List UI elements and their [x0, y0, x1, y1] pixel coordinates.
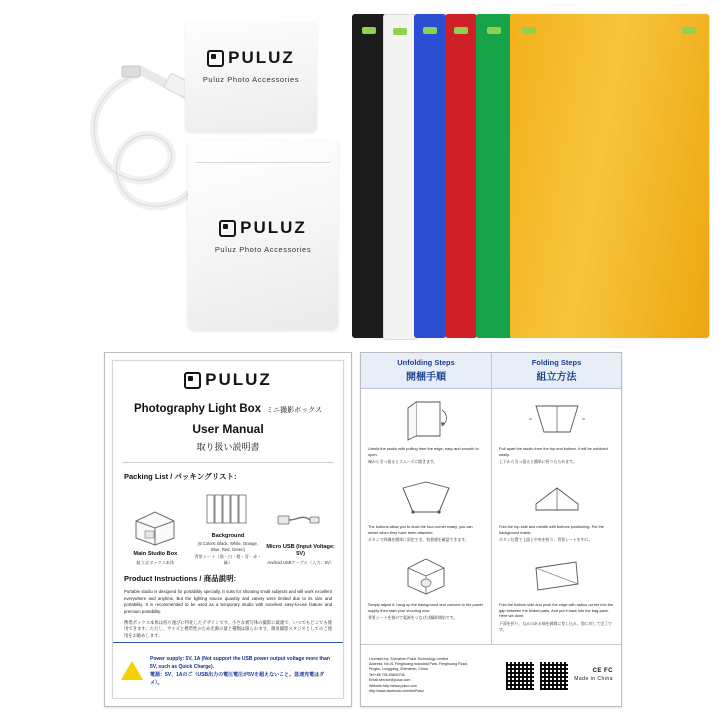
manual-border	[112, 360, 344, 699]
power-supply-notice	[113, 642, 343, 698]
studio-box-icon	[120, 506, 190, 548]
backdrop-sheet-green	[476, 14, 512, 338]
packing-item-desc: (6 Colors: Black, White, Orange, Blue, Red, Green)	[197, 541, 258, 552]
accessories-photo-top	[0, 0, 727, 350]
sheet-tab-icon	[393, 28, 407, 35]
made-in-text: Made in China	[574, 676, 613, 683]
folding-step-3-text	[499, 602, 614, 632]
brand-name: PULUZ	[205, 370, 272, 389]
unfold-step-3-icon	[368, 551, 484, 599]
folding-heading-jp: 組立方法	[536, 372, 577, 383]
packing-item	[193, 488, 263, 566]
folding-step-1-text	[499, 446, 614, 465]
step-text-jp: 背景シートを掛けて電源をつなげば撮影開始です。	[368, 615, 458, 621]
step-text-en: Fold the bottom side and push the edge with radius corner into the gap between the folded parts. And put it back into the bag-pack. Here we done.	[499, 601, 614, 619]
sheet-tab-icon	[487, 27, 501, 34]
backdrop-sheet-black	[352, 14, 386, 338]
large-pouch-branding	[188, 218, 338, 254]
folding-step-2	[492, 467, 621, 545]
certification-marks	[574, 667, 613, 684]
packing-item	[266, 499, 336, 565]
brand-name: PULUZ	[240, 218, 307, 237]
power-text	[150, 655, 335, 687]
step-text-en: Fold the top side and middle with buttons positioning. Put the background inside.	[499, 523, 604, 535]
power-jp: 電源：5V、1Aのご（USB出力の電圧電圧が5Vを超えないこと。急速充電はダメ）。	[150, 671, 325, 686]
cert-text: CE FC	[592, 668, 613, 675]
backdrop-sheet-red	[445, 14, 477, 338]
instructions-jp: 携帯ボックス本体は持ち運びに特化したデザインです。小さな被写体の撮影に最適で、いつでもどこでも使用できます。ただし、サイズと携帯性のため光源の量と種類は限られます。簡易撮影スタジオとしてのご使用をお勧めします。	[124, 620, 332, 638]
unfolding-heading-jp: 開梱手順	[406, 372, 446, 383]
instruction-steps-document	[360, 352, 622, 707]
step-text-en: The buttons allow you to dock the four-corner easily, you can sense when they have been attached.	[368, 523, 473, 535]
manual-subtitle-en: User Manual	[192, 421, 264, 436]
unfolding-step-2	[361, 467, 491, 545]
unfolding-steps-column	[361, 353, 491, 644]
company-line: Tel:+86 755 83604708	[369, 672, 405, 677]
folding-steps-column	[491, 353, 621, 644]
unfolding-heading-en: Unfolding Steps	[397, 358, 455, 367]
packing-item-name: Micro USB (Input Voltage: 5V)	[266, 543, 335, 557]
folding-step-1	[492, 389, 621, 467]
packing-list-heading: Packing List / パッキングリスト:	[124, 471, 237, 481]
step-text-en: Simply adjust it, hang up the background and connect to the power supply then start your shooting now.	[368, 601, 484, 613]
background-sheets-icon	[193, 488, 263, 530]
backdrop-sheet-orange	[510, 14, 709, 338]
sheet-tab-icon	[362, 27, 376, 34]
brand-name: PULUZ	[228, 48, 295, 67]
sheet-tab-icon	[522, 27, 536, 34]
manual-title-en: Photography Light Box	[133, 402, 262, 415]
company-line: Email:service@puluz.com	[369, 678, 411, 683]
puluz-mark-icon	[184, 372, 201, 389]
company-line: http://www.facebook.com/thePuluz	[369, 688, 424, 693]
instructions-en: Portable studio is designed for portability specially. It suits for shooting small subjects and will work excellent everywhere and anytime. But the lighting source quantity and variety were limited due to its size and portability. It is recommended to be used as a temporary studio with excellent easy-to-use feature and premium portability.	[124, 589, 332, 614]
qr-code-social	[540, 662, 568, 690]
backdrop-sheet-white	[383, 14, 417, 340]
step-text-en: Pull apart the studio from the top and bottom, it will be unfolded easily.	[499, 446, 608, 457]
unfolding-step-2-text	[368, 524, 484, 543]
packing-item-name: Main Studio Box	[133, 550, 178, 557]
company-line: Licensed by: Shenzhen Puluz Technology Limited	[369, 656, 449, 661]
step-text-jp: ボタン位置で上面と中央を折り、背景シートを中に。	[499, 537, 593, 543]
fold-step-3-icon	[499, 551, 614, 599]
large-pouch-photo	[188, 140, 338, 330]
packing-item	[120, 506, 190, 565]
unfolding-steps-header	[361, 353, 491, 389]
fold-step-2-icon	[499, 473, 614, 521]
high-voltage-warning-icon	[121, 661, 143, 680]
unfolding-step-3-text	[368, 602, 484, 621]
qr-code-website	[506, 662, 534, 690]
instructions-heading: Product Instructions / 商品説明:	[124, 574, 237, 584]
manual-subtitle-jp: 取り扱い説明書	[196, 441, 260, 452]
manual-title	[113, 403, 343, 415]
unfolding-step-1	[361, 389, 491, 467]
steps-columns	[361, 353, 621, 644]
unfolding-step-1-text	[368, 446, 484, 465]
user-manual-document	[104, 352, 352, 707]
company-line: Website:http://www.puluz.com	[369, 683, 417, 688]
packing-item-desc-jp: 組立式ボックス本体	[136, 559, 175, 565]
manual-title-jp: ミニ撮影ボックス	[266, 406, 323, 414]
backdrop-sheets-photo	[352, 14, 712, 338]
manual-header	[113, 361, 343, 453]
brand-tagline: Puluz Photo Accessories	[214, 244, 312, 254]
step-text-jp: 下面を折り、丸みのある端を隙間に差し込み、袋に戻して完了です。	[499, 620, 613, 632]
unfold-step-2-icon	[368, 473, 484, 521]
steps-card-footer	[361, 644, 621, 706]
fold-step-1-icon	[499, 395, 614, 443]
sheet-tab-icon	[423, 27, 437, 34]
unfold-step-1-icon	[368, 395, 484, 443]
packing-item-desc-jp: 背景シート（黒・白・橙・青・赤・緑）	[194, 554, 262, 565]
packing-item-name: Background	[211, 532, 245, 539]
instructions-body	[124, 589, 332, 639]
step-text-jp: ボタンで四隅を簡単に固定でき、装着感を確認できます。	[368, 537, 469, 543]
packing-item-desc: Android USBケーブル（入力：5V）	[267, 559, 334, 565]
small-pouch-branding	[185, 48, 317, 84]
power-en: Power supply: 5V, 1A (Not support the USB power output voltage more than 5V, such as Quick Charge).	[150, 655, 330, 670]
brand-tagline: Puluz Photo Accessories	[202, 74, 300, 84]
puluz-mark-icon	[219, 220, 236, 237]
packing-list	[113, 488, 343, 566]
documents-photo-bottom	[0, 350, 727, 725]
folding-heading-en: Folding Steps	[531, 358, 582, 367]
backdrop-sheet-blue	[414, 14, 446, 338]
sheet-tab-icon	[682, 27, 696, 34]
folding-step-2-text	[499, 524, 614, 543]
step-text-jp: 端から引っ張るとスムーズに開きます。	[368, 459, 438, 465]
puluz-mark-icon	[207, 50, 224, 67]
usb-cable-icon	[266, 499, 336, 541]
unfolding-step-3	[361, 545, 491, 623]
company-line: Pingbu, Longgang, Shenzhen, China	[369, 667, 428, 672]
folding-steps-header	[492, 353, 621, 389]
puluz-logo	[207, 48, 295, 68]
puluz-logo	[219, 218, 307, 238]
small-pouch-photo	[185, 22, 317, 132]
folding-step-3	[492, 545, 621, 634]
step-text-en: Untold the studio with pulling from the edge, easy and smooth to open.	[368, 446, 479, 457]
sheet-tab-icon	[454, 27, 468, 34]
divider	[122, 462, 334, 463]
step-text-jp: 上下から引っ張ると簡単に折りたためます。	[499, 459, 577, 465]
puluz-logo	[184, 370, 272, 390]
company-line: Address: No.01 Fenghuang Industrial Park, Fenghuang Road,	[369, 662, 468, 667]
drawstring	[196, 162, 330, 163]
company-info	[369, 657, 500, 695]
